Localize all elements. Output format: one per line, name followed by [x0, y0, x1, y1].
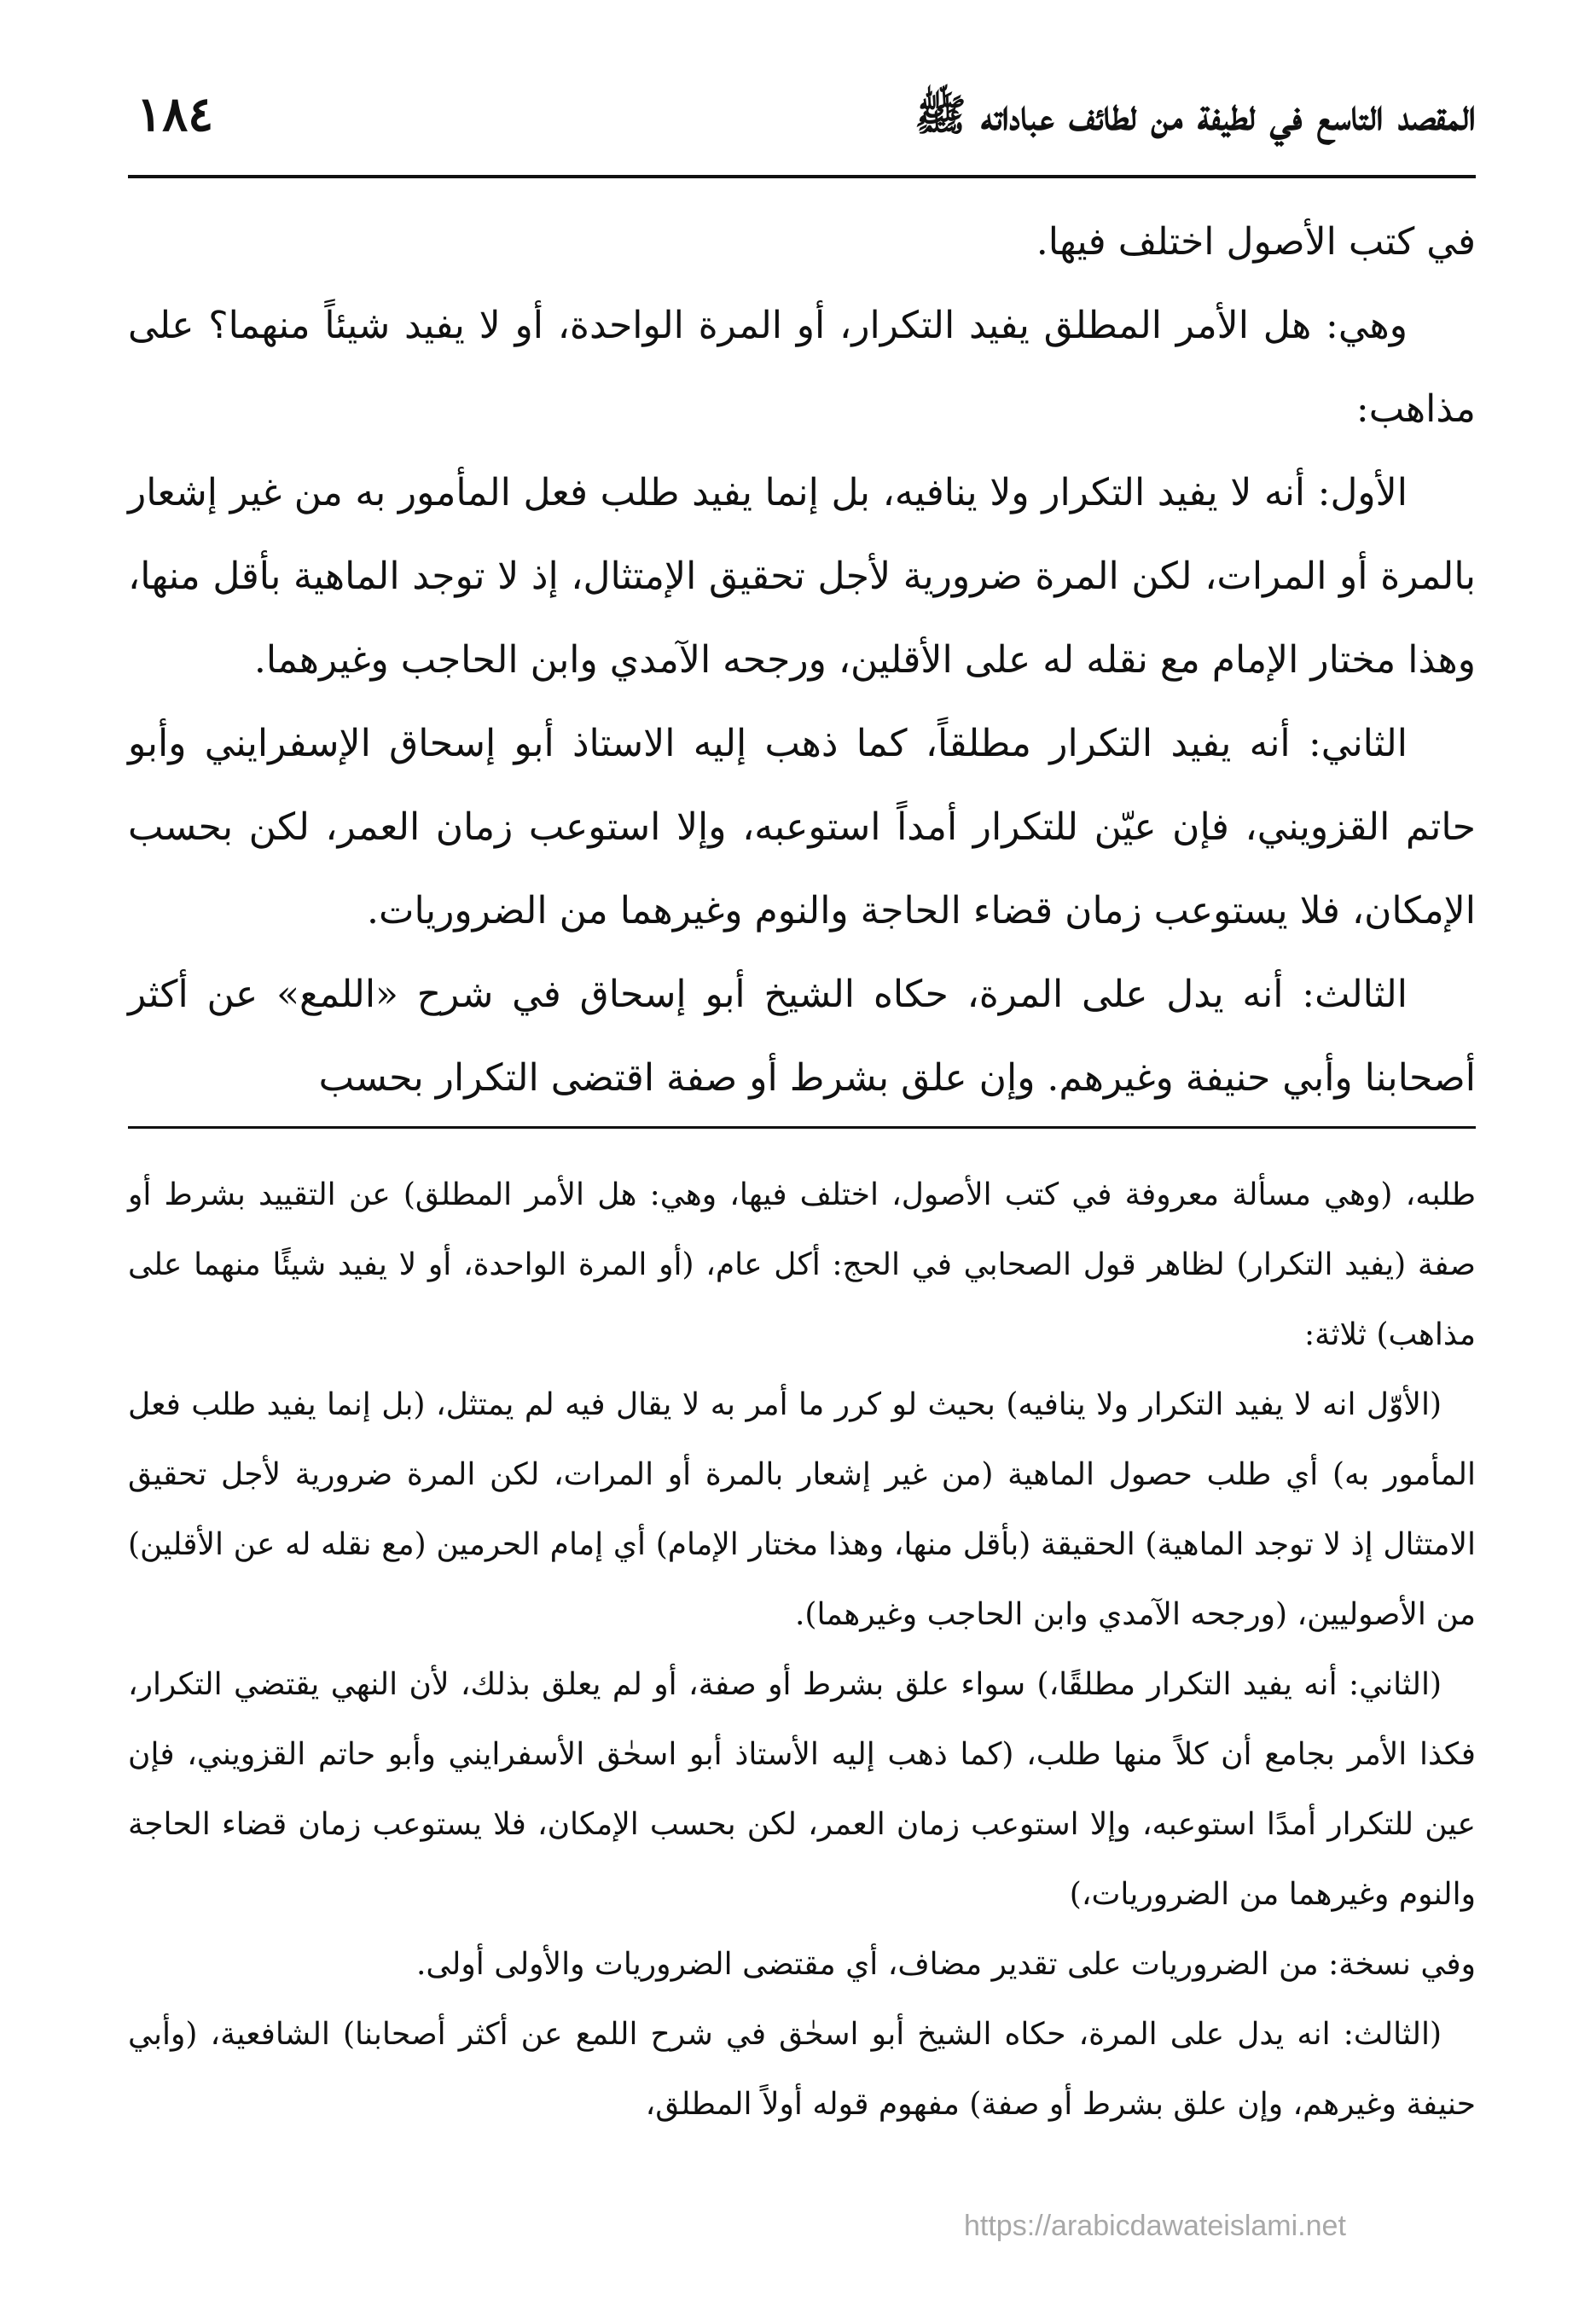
- header-divider: [128, 175, 1476, 178]
- commentary-paragraph: (الأوّل انه لا يفيد التكرار ولا ينافيه) بحيث لو كرر ما أمر به لا يقال فيه لم يمتثل، (بل إنما يفيد طلب فعل المأمور به) أي طلب حصول الماهية (من غير إشعار بالمرة أو المرات، لكن المرة ضرورية لأجل تحقيق الامتثال إذ لا توجد الماهية) الحقيقة (بأقل منها، وهذا مختار الإمام) أي إمام الحرمين (مع نقله له عن الأقلين) من الأصوليين، (ورجحه الآمدي وابن الحاجب وغيرهما).: [128, 1387, 1476, 1632]
- main-paragraph: الأول: أنه لا يفيد التكرار ولا ينافيه، بل إنما يفيد طلب فعل المأمور به من غير إشعار بالمرة أو المرات، لكن المرة ضرورية لأجل تحقيق الإمتثال، إذ لا توجد الماهية بأقل منها، وهذا مختار الإمام مع نقله له على الأقلين، ورجحه الآمدي وابن الحاجب وغيرهما.: [128, 471, 1476, 682]
- commentary-text: [128, 1160, 1476, 2140]
- commentary-paragraph: وفي نسخة: من الضروريات على تقدير مضاف، أي مقتضى الضروريات والأولى أولى.: [415, 1947, 1476, 1982]
- main-text: [128, 200, 1476, 1120]
- main-paragraph: في كتب الأصول اختلف فيها.: [1036, 220, 1476, 264]
- commentary-paragraph: طلبه، (وهي مسألة معروفة في كتب الأصول، اختلف فيها، وهي: هل الأمر المطلق) عن التقييد بشرط أو صفة (يفيد التكرار) لظاهر قول الصحابي في الحج: أكل عام، (أو المرة الواحدة، أو لا يفيد شيئًا منهما على مذاهب) ثلاثة:: [128, 1177, 1476, 1352]
- watermark-url: https://arabicdawateislami.net: [964, 2210, 1346, 2242]
- commentary-paragraph: (الثاني: أنه يفيد التكرار مطلقًا،) سواء علق بشرط أو صفة، أو لم يعلق بذلك، لأن النهي يقتضي التكرار، فكذا الأمر بجامع أن كلاً منها طلب، (كما ذهب إليه الأستاذ أبو اسحٰق الأسفرايني وأبو حاتم القزويني، فإن عين للتكرار أمدًا استوعبه، وإلا استوعب زمان العمر، لكن بحسب الإمكان، فلا يستوعب زمان قضاء الحاجة والنوم وغيرهما من الضروريات،): [128, 1667, 1476, 1912]
- main-paragraph: وهي: هل الأمر المطلق يفيد التكرار، أو المرة الواحدة، أو لا يفيد شيئاً منهما؟ على مذاهب:: [128, 304, 1476, 431]
- page-header: [128, 81, 1476, 166]
- main-paragraph: الثاني: أنه يفيد التكرار مطلقاً، كما ذهب إليه الاستاذ أبو إسحاق الإسفرايني وأبو حاتم القزويني، فإن عيّن للتكرار أمداً استوعبه، وإلا استوعب زمان العمر، لكن بحسب الإمكان، فلا يستوعب زمان قضاء الحاجة والنوم وغيرهما من الضروريات.: [128, 722, 1476, 933]
- footnote-divider: [128, 1126, 1476, 1129]
- main-paragraph: الثالث: أنه يدل على المرة، حكاه الشيخ أبو إسحاق في شرح «اللمع» عن أكثر أصحابنا وأبي حنيفة وغيرهم. وإن علق بشرط أو صفة اقتضى التكرار بحسب: [128, 973, 1476, 1100]
- commentary-paragraph: (الثالث: انه يدل على المرة، حكاه الشيخ أبو اسحٰق في شرح اللمع عن أكثر أصحابنا) الشافعية، (وأبي حنيفة وغيرهم، وإن علق بشرط أو صفة) مفهوم قوله أولاً المطلق،: [128, 2017, 1476, 2122]
- running-title: المقصد التاسع في لطيفة من لطائف عباداته ﷺ: [914, 90, 1476, 140]
- page-number: ١٨٤: [136, 86, 214, 142]
